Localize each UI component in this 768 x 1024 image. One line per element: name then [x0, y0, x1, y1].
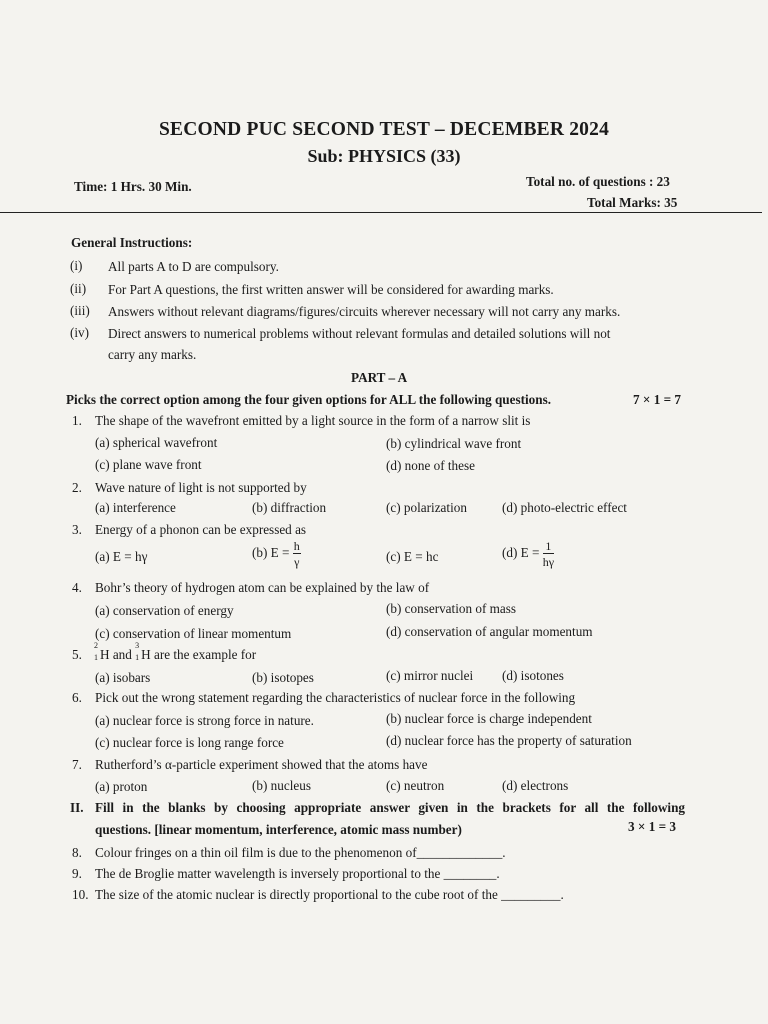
header-divider	[0, 212, 762, 213]
instruction-text: All parts A to D are compulsory.	[108, 259, 279, 274]
fraction-denominator: γ	[294, 555, 300, 569]
question-text: Wave nature of light is not supported by	[95, 480, 307, 495]
section2-marks: 3 × 1 = 3	[628, 819, 676, 834]
section2-instruction-continued: questions. [linear momentum, interference, atomic mass number)	[95, 822, 462, 837]
question-number: 4.	[72, 580, 82, 595]
question-number: 9.	[72, 866, 82, 881]
option: (c) polarization	[386, 500, 467, 515]
instruction-num: (iii)	[70, 303, 90, 318]
option: (b) cylindrical wave front	[386, 436, 522, 451]
nuclide-deuterium: 2 1 H	[94, 641, 110, 662]
option: (a) isobars	[95, 670, 151, 685]
option: (c) plane wave front	[95, 457, 202, 472]
option: (d) electrons	[502, 778, 569, 793]
option: (d) photo-electric effect	[502, 500, 627, 515]
option: (b) diffraction	[252, 500, 327, 515]
part-a-heading: PART – A	[351, 370, 408, 385]
question-number: 1.	[72, 413, 82, 428]
option: (d) conservation of angular momentum	[386, 624, 593, 639]
instruction-text-continued: carry any marks.	[108, 347, 197, 362]
fraction-denominator: hγ	[542, 555, 555, 569]
question-number: 10.	[72, 887, 89, 902]
option-with-fraction	[252, 540, 301, 568]
section1-instruction: Picks the correct option among the four given options for ALL the following questions.	[66, 392, 552, 407]
question-text: Colour fringes on a thin oil film is due to the phenomenon of_____________.	[95, 845, 506, 860]
fraction	[293, 540, 301, 568]
option: (c) conservation of linear momentum	[95, 626, 292, 641]
option: (d) none of these	[386, 458, 475, 473]
question-number: 6.	[72, 690, 82, 705]
option: (d) isotones	[502, 668, 564, 683]
exam-title: SECOND PUC SECOND TEST – DECEMBER 2024	[158, 119, 610, 140]
exam-subject: Sub: PHYSICS (33)	[307, 146, 461, 166]
total-questions: Total no. of questions : 23	[526, 174, 670, 189]
section2-instruction: Fill in the blanks by choosing appropriate answer given in the brackets for all the following	[95, 800, 685, 815]
question-text: Bohr’s theory of hydrogen atom can be explained by the law of	[95, 580, 430, 595]
question-number: 8.	[72, 845, 82, 860]
section2-number: II.	[70, 800, 84, 815]
option: (c) mirror nuclei	[386, 668, 474, 683]
instruction-num: (i)	[70, 258, 83, 273]
question-text: The de Broglie matter wavelength is inversely proportional to the ________.	[95, 866, 500, 881]
option: (a) conservation of energy	[95, 603, 234, 618]
instruction-num: (iv)	[70, 325, 90, 340]
option: (b) isotopes	[252, 670, 314, 685]
option: (c) neutron	[386, 778, 445, 793]
option-label: (b) E =	[252, 545, 290, 561]
exam-time: Time: 1 Hrs. 30 Min.	[74, 179, 192, 194]
option: (b) conservation of mass	[386, 601, 517, 616]
instructions-heading: General Instructions:	[71, 235, 193, 250]
fraction-numerator: 1	[543, 540, 554, 554]
option: (a) interference	[95, 500, 176, 515]
instruction-text: Direct answers to numerical problems without relevant formulas and detailed solutions will not	[108, 326, 611, 341]
question-number: 2.	[72, 480, 82, 495]
question-text: Rutherford’s α-particle experiment showed that the atoms have	[95, 757, 428, 772]
option: (a) spherical wavefront	[95, 435, 218, 450]
question-number: 3.	[72, 522, 82, 537]
question-number: 7.	[72, 757, 82, 772]
fraction-numerator: h	[293, 539, 300, 553]
question-text: The shape of the wavefront emitted by a light source in the form of a narrow slit is	[95, 413, 531, 428]
instruction-num: (ii)	[70, 281, 87, 296]
section1-marks: 7 × 1 = 7	[633, 392, 681, 407]
total-marks: Total Marks: 35	[587, 195, 678, 210]
instruction-text: For Part A questions, the first written answer will be considered for awarding marks.	[108, 282, 554, 297]
option-with-fraction	[502, 540, 554, 568]
question-number: 5.	[72, 647, 82, 662]
option: (c) nuclear force is long range force	[95, 735, 284, 750]
instruction-text: Answers without relevant diagrams/figures/circuits wherever necessary will not carry any marks.	[108, 304, 621, 319]
option-label: (d) E =	[502, 545, 540, 561]
question-text: 2 1 H and 3 1 H are the example for	[94, 641, 257, 662]
option: (c) E = hc	[386, 549, 439, 564]
question-text: The size of the atomic nuclear is directly proportional to the cube root of the _________.	[95, 887, 564, 902]
option: (b) nucleus	[252, 778, 311, 793]
question-text: Energy of a phonon can be expressed as	[95, 522, 307, 537]
option: (a) E = hγ	[95, 549, 148, 564]
option: (a) nuclear force is strong force in nature.	[95, 713, 314, 728]
question-text: Pick out the wrong statement regarding the characteristics of nuclear force in the following	[95, 690, 576, 705]
nuclide-tritium: 3 1 H	[135, 641, 151, 662]
option: (a) proton	[95, 779, 148, 794]
option: (d) nuclear force has the property of saturation	[386, 733, 632, 748]
fraction	[543, 540, 554, 568]
option: (b) nuclear force is charge independent	[386, 711, 592, 726]
